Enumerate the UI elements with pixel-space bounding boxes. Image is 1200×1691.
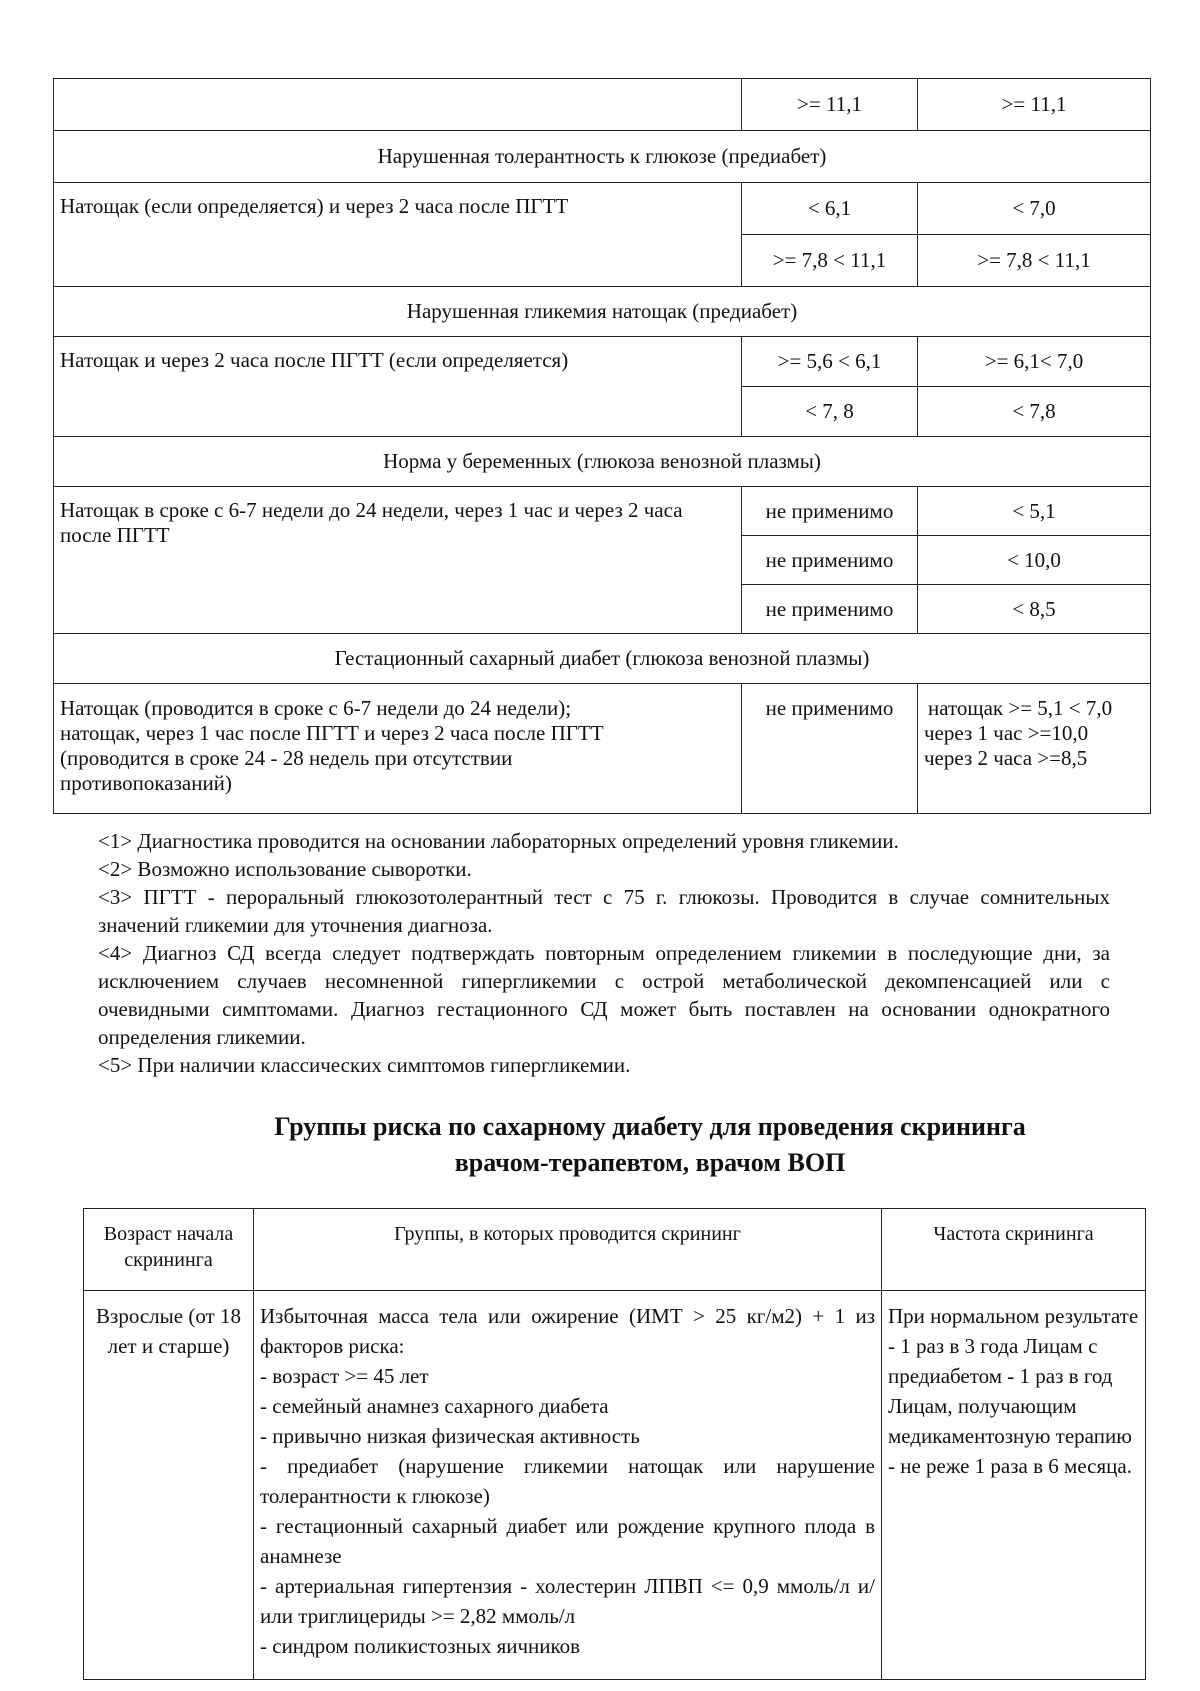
cell-line: натощак >= 5,1 < 7,0 — [928, 696, 1113, 720]
footnote: <2> Возможно использование сыворотки. — [98, 857, 472, 881]
section-heading: Норма у беременных (глюкоза венозной плазмы) — [54, 437, 1151, 487]
footnotes — [98, 827, 1110, 1079]
list-item: - привычно низкая физическая активность — [260, 1424, 640, 1448]
footnote: <1> Диагностика проводится на основании лабораторных определений уровня гликемии. — [98, 829, 899, 853]
table-cell: < 7,0 — [918, 183, 1151, 235]
row-label-line: Натощак (проводится в сроке с 6-7 недели до 24 недели); — [60, 696, 572, 720]
footnote: <4> Диагноз СД всегда следует подтверждать повторным определением гликемии в последующие дни, за исключением случаев несомненной гипергликемии с острой метаболической декомпенсацией или с очевидными симптомами. Диагноз гестационного СД может быть поставлен на основании однократного определения гликемии. — [98, 941, 1110, 1049]
table-cell: < 10,0 — [918, 536, 1151, 585]
table-cell: не применимо — [742, 684, 918, 814]
diagnostic-criteria-table — [53, 78, 1151, 814]
list-item: - предиабет (нарушение гликемии натощак или нарушение толерантности к глюкозе) — [260, 1454, 875, 1508]
table-cell — [254, 1291, 882, 1680]
cell-line: через 1 час >=10,0 — [924, 721, 1089, 745]
section-heading-row — [54, 437, 1151, 487]
risk-groups-table — [83, 1208, 1146, 1680]
table-cell: >= 5,6 < 6,1 — [742, 337, 918, 387]
table-cell: < 7, 8 — [742, 387, 918, 437]
row-label: Натощак и через 2 часа после ПГТТ (если определяется) — [54, 337, 742, 437]
table-cell: >= 6,1< 7,0 — [918, 337, 1151, 387]
table-row — [54, 79, 1151, 131]
row-label: Натощак в сроке с 6-7 недели до 24 недели, через 1 час и через 2 часа после ПГТТ — [54, 487, 742, 634]
table-cell: >= 11,1 — [918, 79, 1151, 131]
list-item: Избыточная масса тела или ожирение (ИМТ > 25 кг/м2) + 1 из факторов риска: — [260, 1304, 875, 1358]
list-item: - артериальная гипертензия - холестерин ЛПВП <= 0,9 ммоль/л и/или триглицериды >= 2,82 ммоль/л — [260, 1574, 875, 1628]
table-row — [54, 684, 1151, 814]
list-item: - гестационный сахарный диабет или рождение крупного плода в анамнезе — [260, 1514, 875, 1568]
table-cell: не применимо — [742, 487, 918, 536]
table-cell — [54, 79, 742, 131]
table-cell: При нормальном результате - 1 раз в 3 года Лицам с предиабетом - 1 раз в год Лицам, получающим медикаментозную терапию - не реже 1 раза в 6 месяца. — [882, 1291, 1146, 1680]
section-heading: Нарушенная толерантность к глюкозе (предиабет) — [54, 131, 1151, 183]
table-cell: < 5,1 — [918, 487, 1151, 536]
section-title — [100, 1109, 1200, 1181]
table-header-row — [84, 1209, 1146, 1291]
row-label — [54, 684, 742, 814]
row-label-line: (проводится в сроке 24 - 28 недель при отсутствии — [60, 746, 513, 770]
table-cell: Взрослые (от 18 лет и старше) — [84, 1291, 254, 1680]
cell-line: через 2 часа >=8,5 — [924, 746, 1088, 770]
column-header: Группы, в которых проводится скрининг — [254, 1209, 882, 1291]
table-cell: >= 7,8 < 11,1 — [918, 235, 1151, 287]
column-header: Частота скрининга — [882, 1209, 1146, 1291]
section-title-line: врачом-терапевтом, врачом ВОП — [454, 1148, 846, 1177]
footnote: <5> При наличии классических симптомов гипергликемии. — [98, 1053, 631, 1077]
section-heading-row — [54, 634, 1151, 684]
table-cell: < 6,1 — [742, 183, 918, 235]
section-heading-row — [54, 131, 1151, 183]
table-cell — [918, 684, 1151, 814]
table-row — [54, 183, 1151, 235]
table-cell: >= 11,1 — [742, 79, 918, 131]
section-heading: Нарушенная гликемия натощак (предиабет) — [54, 287, 1151, 337]
list-item: - возраст >= 45 лет — [260, 1364, 429, 1388]
table-cell: не применимо — [742, 585, 918, 634]
table-row — [54, 337, 1151, 387]
section-title-line: Группы риска по сахарному диабету для проведения скрининга — [274, 1112, 1026, 1141]
table-cell: < 8,5 — [918, 585, 1151, 634]
footnote: <3> ПГТТ - пероральный глюкозотолерантный тест с 75 г. глюкозы. Проводится в случае сомнительных значений гликемии для уточнения диагноза. — [98, 885, 1110, 937]
section-heading-row — [54, 287, 1151, 337]
row-label: Натощак (если определяется) и через 2 часа после ПГТТ — [54, 183, 742, 287]
section-heading: Гестационный сахарный диабет (глюкоза венозной плазмы) — [54, 634, 1151, 684]
table-cell: >= 7,8 < 11,1 — [742, 235, 918, 287]
list-item: - семейный анамнез сахарного диабета — [260, 1394, 609, 1418]
table-cell: не применимо — [742, 536, 918, 585]
table-row — [54, 487, 1151, 536]
table-cell: < 7,8 — [918, 387, 1151, 437]
row-label-line: натощак, через 1 час после ПГТТ и через 2 часа после ПГТТ — [60, 721, 604, 745]
column-header: Возраст начала скрининга — [84, 1209, 254, 1291]
table-row — [84, 1291, 1146, 1680]
list-item: - синдром поликистозных яичников — [260, 1634, 581, 1658]
row-label-line: противопоказаний) — [60, 771, 232, 795]
